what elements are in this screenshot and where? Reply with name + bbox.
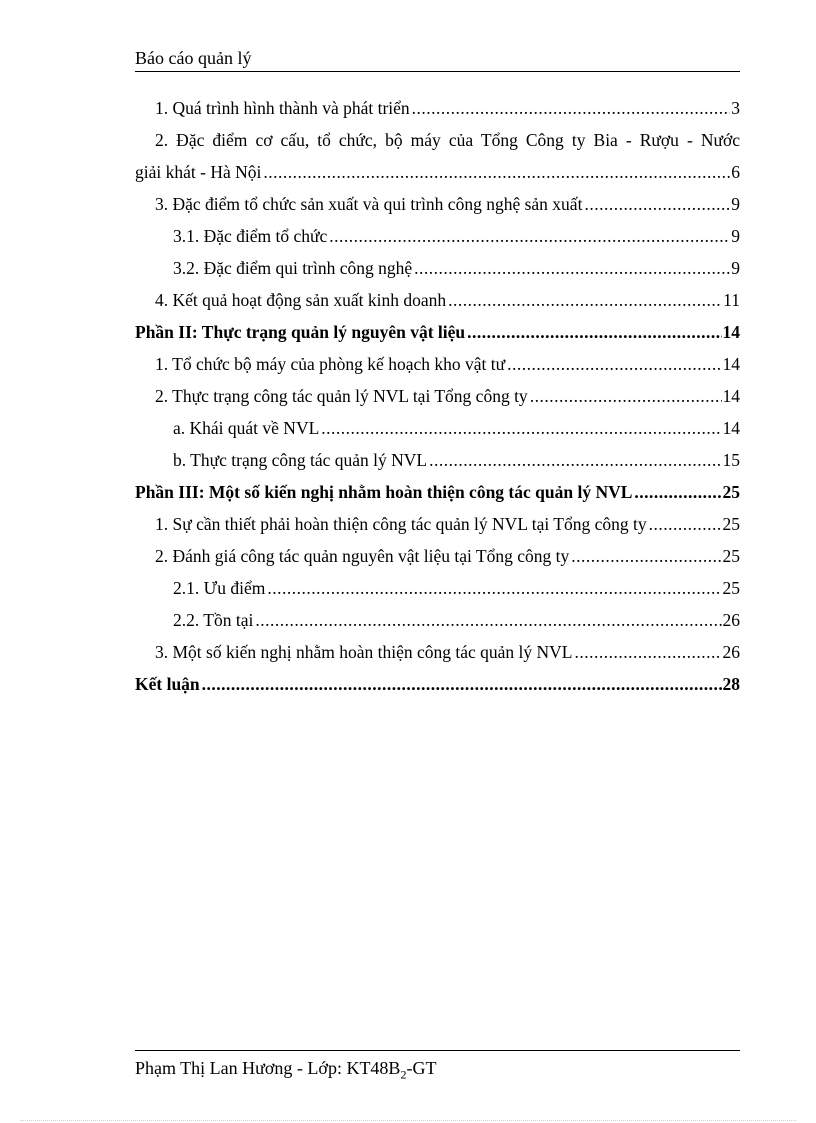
toc-entry-title: 2. Thực trạng công tác quản lý NVL tại Tổng công ty <box>155 386 528 406</box>
toc-entry-title: 2.2. Tồn tại <box>173 610 254 630</box>
toc-entry-title: 2.1. Ưu điểm <box>173 578 266 598</box>
toc-leader <box>634 476 721 508</box>
toc-page-number: 9 <box>731 194 740 214</box>
toc-leader <box>429 444 721 476</box>
toc-page-number: 14 <box>722 386 740 406</box>
toc-page-number: 14 <box>722 418 740 438</box>
toc-entry[interactable] <box>135 412 740 444</box>
toc-page-number: 25 <box>722 482 740 502</box>
toc-leader <box>329 220 730 252</box>
toc-leader <box>530 380 722 412</box>
toc-page-number: 28 <box>722 674 740 694</box>
toc-leader <box>448 284 722 316</box>
page-edge-divider <box>20 1120 796 1121</box>
toc-entry-title: 1. Sự cần thiết phải hoàn thiện công tác quản lý NVL tại Tổng công ty <box>155 514 647 534</box>
toc-entry[interactable] <box>135 284 740 316</box>
toc-entry-title: Kết luận <box>135 674 200 694</box>
toc-page-number: 9 <box>731 226 740 246</box>
toc-entry-title: 4. Kết quả hoạt động sản xuất kinh doanh <box>155 290 447 310</box>
toc-leader <box>649 508 722 540</box>
toc-leader <box>321 412 721 444</box>
toc-page-number: 9 <box>731 258 740 278</box>
toc-entry[interactable] <box>135 92 740 124</box>
footer-author: Phạm Thị Lan Hương - Lớp: KT48B <box>135 1058 401 1078</box>
toc-leader <box>571 540 721 572</box>
toc-entry-title: giải khát - Hà Nội <box>135 162 262 182</box>
toc-leader <box>412 92 731 124</box>
toc-entry[interactable] <box>135 220 740 252</box>
toc-entry-title: 3. Một số kiến nghị nhằm hoàn thiện công tác quản lý NVL <box>155 642 573 662</box>
toc-entry[interactable] <box>135 156 740 188</box>
toc-entry-title: 3.2. Đặc điểm qui trình công nghệ <box>173 258 413 278</box>
header-title: Báo cáo quản lý <box>135 48 252 68</box>
toc-entry[interactable] <box>135 252 740 284</box>
toc-entry[interactable] <box>135 572 740 604</box>
footer-suffix: -GT <box>406 1058 437 1078</box>
footer-subscript: 2 <box>400 1067 407 1082</box>
toc-page-number: 26 <box>722 610 740 630</box>
toc-page-number: 3 <box>731 98 740 118</box>
toc-page-number: 6 <box>731 162 740 182</box>
toc-leader <box>414 252 730 284</box>
toc-leader <box>467 316 721 348</box>
toc-entry[interactable] <box>135 188 740 220</box>
toc-entry[interactable] <box>135 348 740 380</box>
toc-leader <box>575 636 722 668</box>
toc-leader <box>584 188 730 220</box>
toc-entry-title: 2. Đặc điểm cơ cấu, tổ chức, bộ máy của Tổng Công ty Bia - Rượu - Nước <box>155 130 740 150</box>
toc-entry-title: a. Khái quát về NVL <box>173 418 320 438</box>
toc-page-number: 25 <box>722 578 740 598</box>
page-header <box>135 46 740 72</box>
toc-page-number: 14 <box>722 322 740 342</box>
toc-section-entry[interactable] <box>135 316 740 348</box>
toc-entry-title: 3. Đặc điểm tổ chức sản xuất và qui trình công nghệ sản xuất <box>155 194 583 214</box>
toc-entry-title: Phần II: Thực trạng quản lý nguyên vật liệu <box>135 322 466 342</box>
toc-entry[interactable] <box>135 636 740 668</box>
toc-entry[interactable] <box>135 540 740 572</box>
toc-entry-title: 1. Quá trình hình thành và phát triển <box>155 98 410 118</box>
toc-page-number: 25 <box>722 514 740 534</box>
toc-entry-title: b. Thực trạng công tác quản lý NVL <box>173 450 428 470</box>
toc-page-number: 15 <box>722 450 740 470</box>
toc-page-number: 25 <box>722 546 740 566</box>
toc-section-entry[interactable] <box>135 668 740 700</box>
toc-leader <box>507 348 721 380</box>
toc-entry-title: Phần III: Một số kiến nghị nhằm hoàn thiện công tác quản lý NVL <box>135 482 633 502</box>
toc-entry[interactable] <box>135 604 740 636</box>
toc-leader <box>263 156 730 188</box>
toc-entry[interactable] <box>135 508 740 540</box>
toc-entry-title: 1. Tổ chức bộ máy của phòng kế hoạch kho vật tư <box>155 354 506 374</box>
toc-section-entry[interactable] <box>135 476 740 508</box>
page-footer <box>135 1050 740 1087</box>
toc-leader <box>255 604 721 636</box>
toc-leader <box>267 572 721 604</box>
toc-page-number: 14 <box>722 354 740 374</box>
toc-page-number: 11 <box>723 290 740 310</box>
toc-entry-line1[interactable] <box>135 124 740 156</box>
toc-leader <box>202 668 722 700</box>
toc-entry[interactable] <box>135 380 740 412</box>
toc-page-number: 26 <box>722 642 740 662</box>
toc-entry[interactable] <box>135 444 740 476</box>
toc-entry-title: 3.1. Đặc điểm tổ chức <box>173 226 328 246</box>
toc-entry-title: 2. Đánh giá công tác quản nguyên vật liệu tại Tổng công ty <box>155 546 570 566</box>
